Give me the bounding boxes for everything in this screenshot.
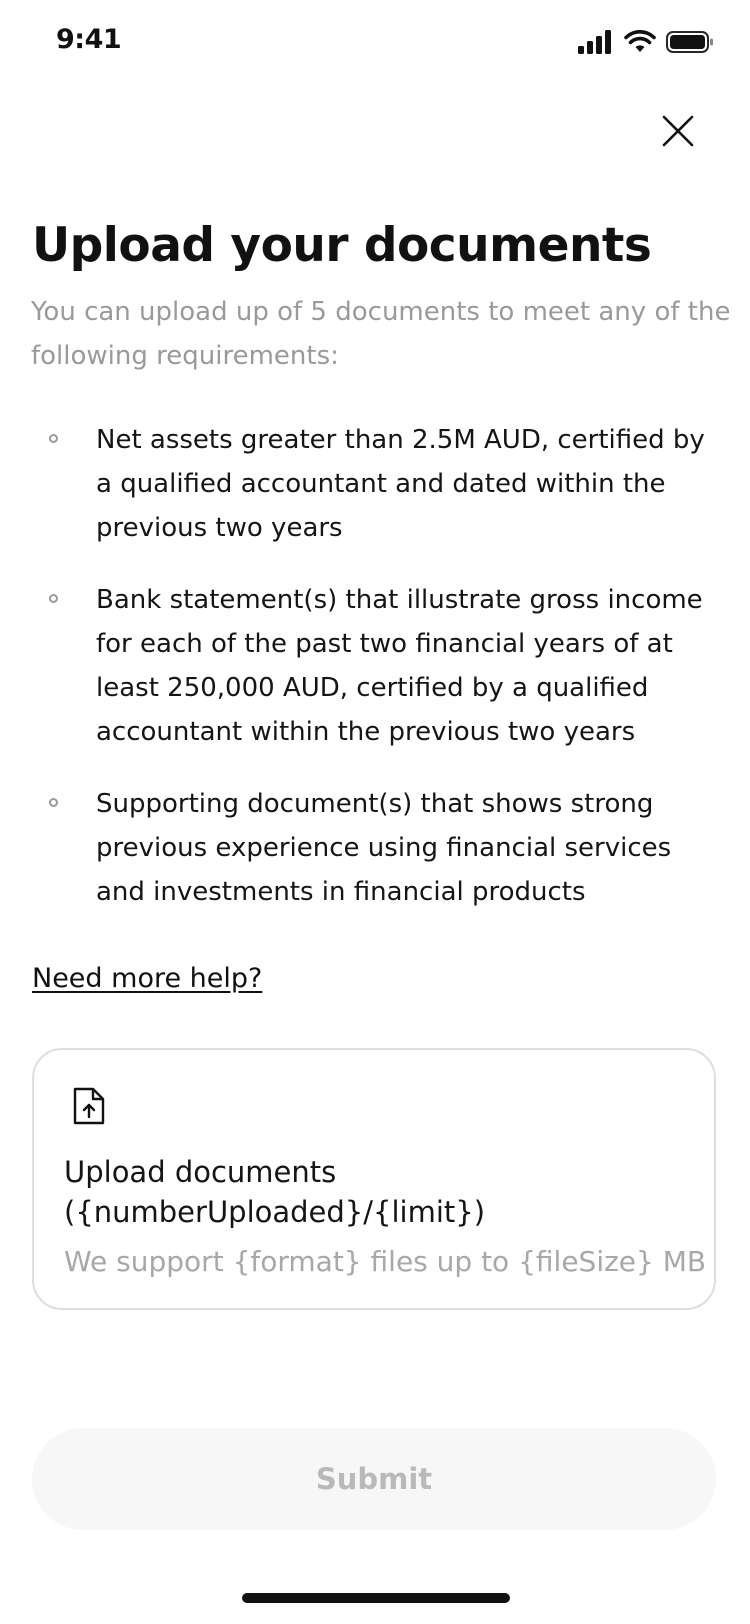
upload-subtitle: We support {format} files up to {fileSize} MB (64, 1245, 707, 1278)
close-button[interactable] (660, 113, 696, 149)
battery-icon (666, 30, 714, 54)
requirements-list (0, 418, 750, 942)
upload-title: Upload documents ({numberUploaded}/{limit}) (64, 1155, 486, 1229)
home-indicator (242, 1593, 510, 1603)
need-help-link[interactable]: Need more help? (32, 963, 263, 994)
bullet-circle-icon (49, 434, 58, 443)
status-bar (0, 0, 750, 90)
bullet-circle-icon (49, 798, 58, 807)
page-title: Upload your documents (32, 218, 652, 273)
submit-button[interactable]: Submit (32, 1428, 716, 1530)
upload-documents-card[interactable] (32, 1048, 716, 1310)
bullet-circle-icon (49, 594, 58, 603)
requirement-text: Supporting document(s) that shows strong previous experience using financial services and investments in financial products (96, 789, 672, 907)
list-item (0, 418, 750, 550)
status-icons (578, 30, 714, 54)
list-item (0, 782, 750, 914)
intro-text: You can upload up of 5 documents to meet any of the following requirements: (31, 297, 731, 371)
signal-icon (578, 30, 614, 54)
wifi-icon (624, 30, 656, 54)
requirement-text: Bank statement(s) that illustrate gross income for each of the past two financial years of at least 250,000 AUD, certified by a qualified accountant within the previous two years (96, 585, 703, 747)
close-icon (660, 113, 696, 149)
list-item (0, 578, 750, 754)
requirement-text: Net assets greater than 2.5M AUD, certified by a qualified accountant and dated within the previous two years (96, 425, 705, 543)
status-time: 9:41 (56, 24, 122, 55)
file-upload-icon (72, 1086, 106, 1126)
